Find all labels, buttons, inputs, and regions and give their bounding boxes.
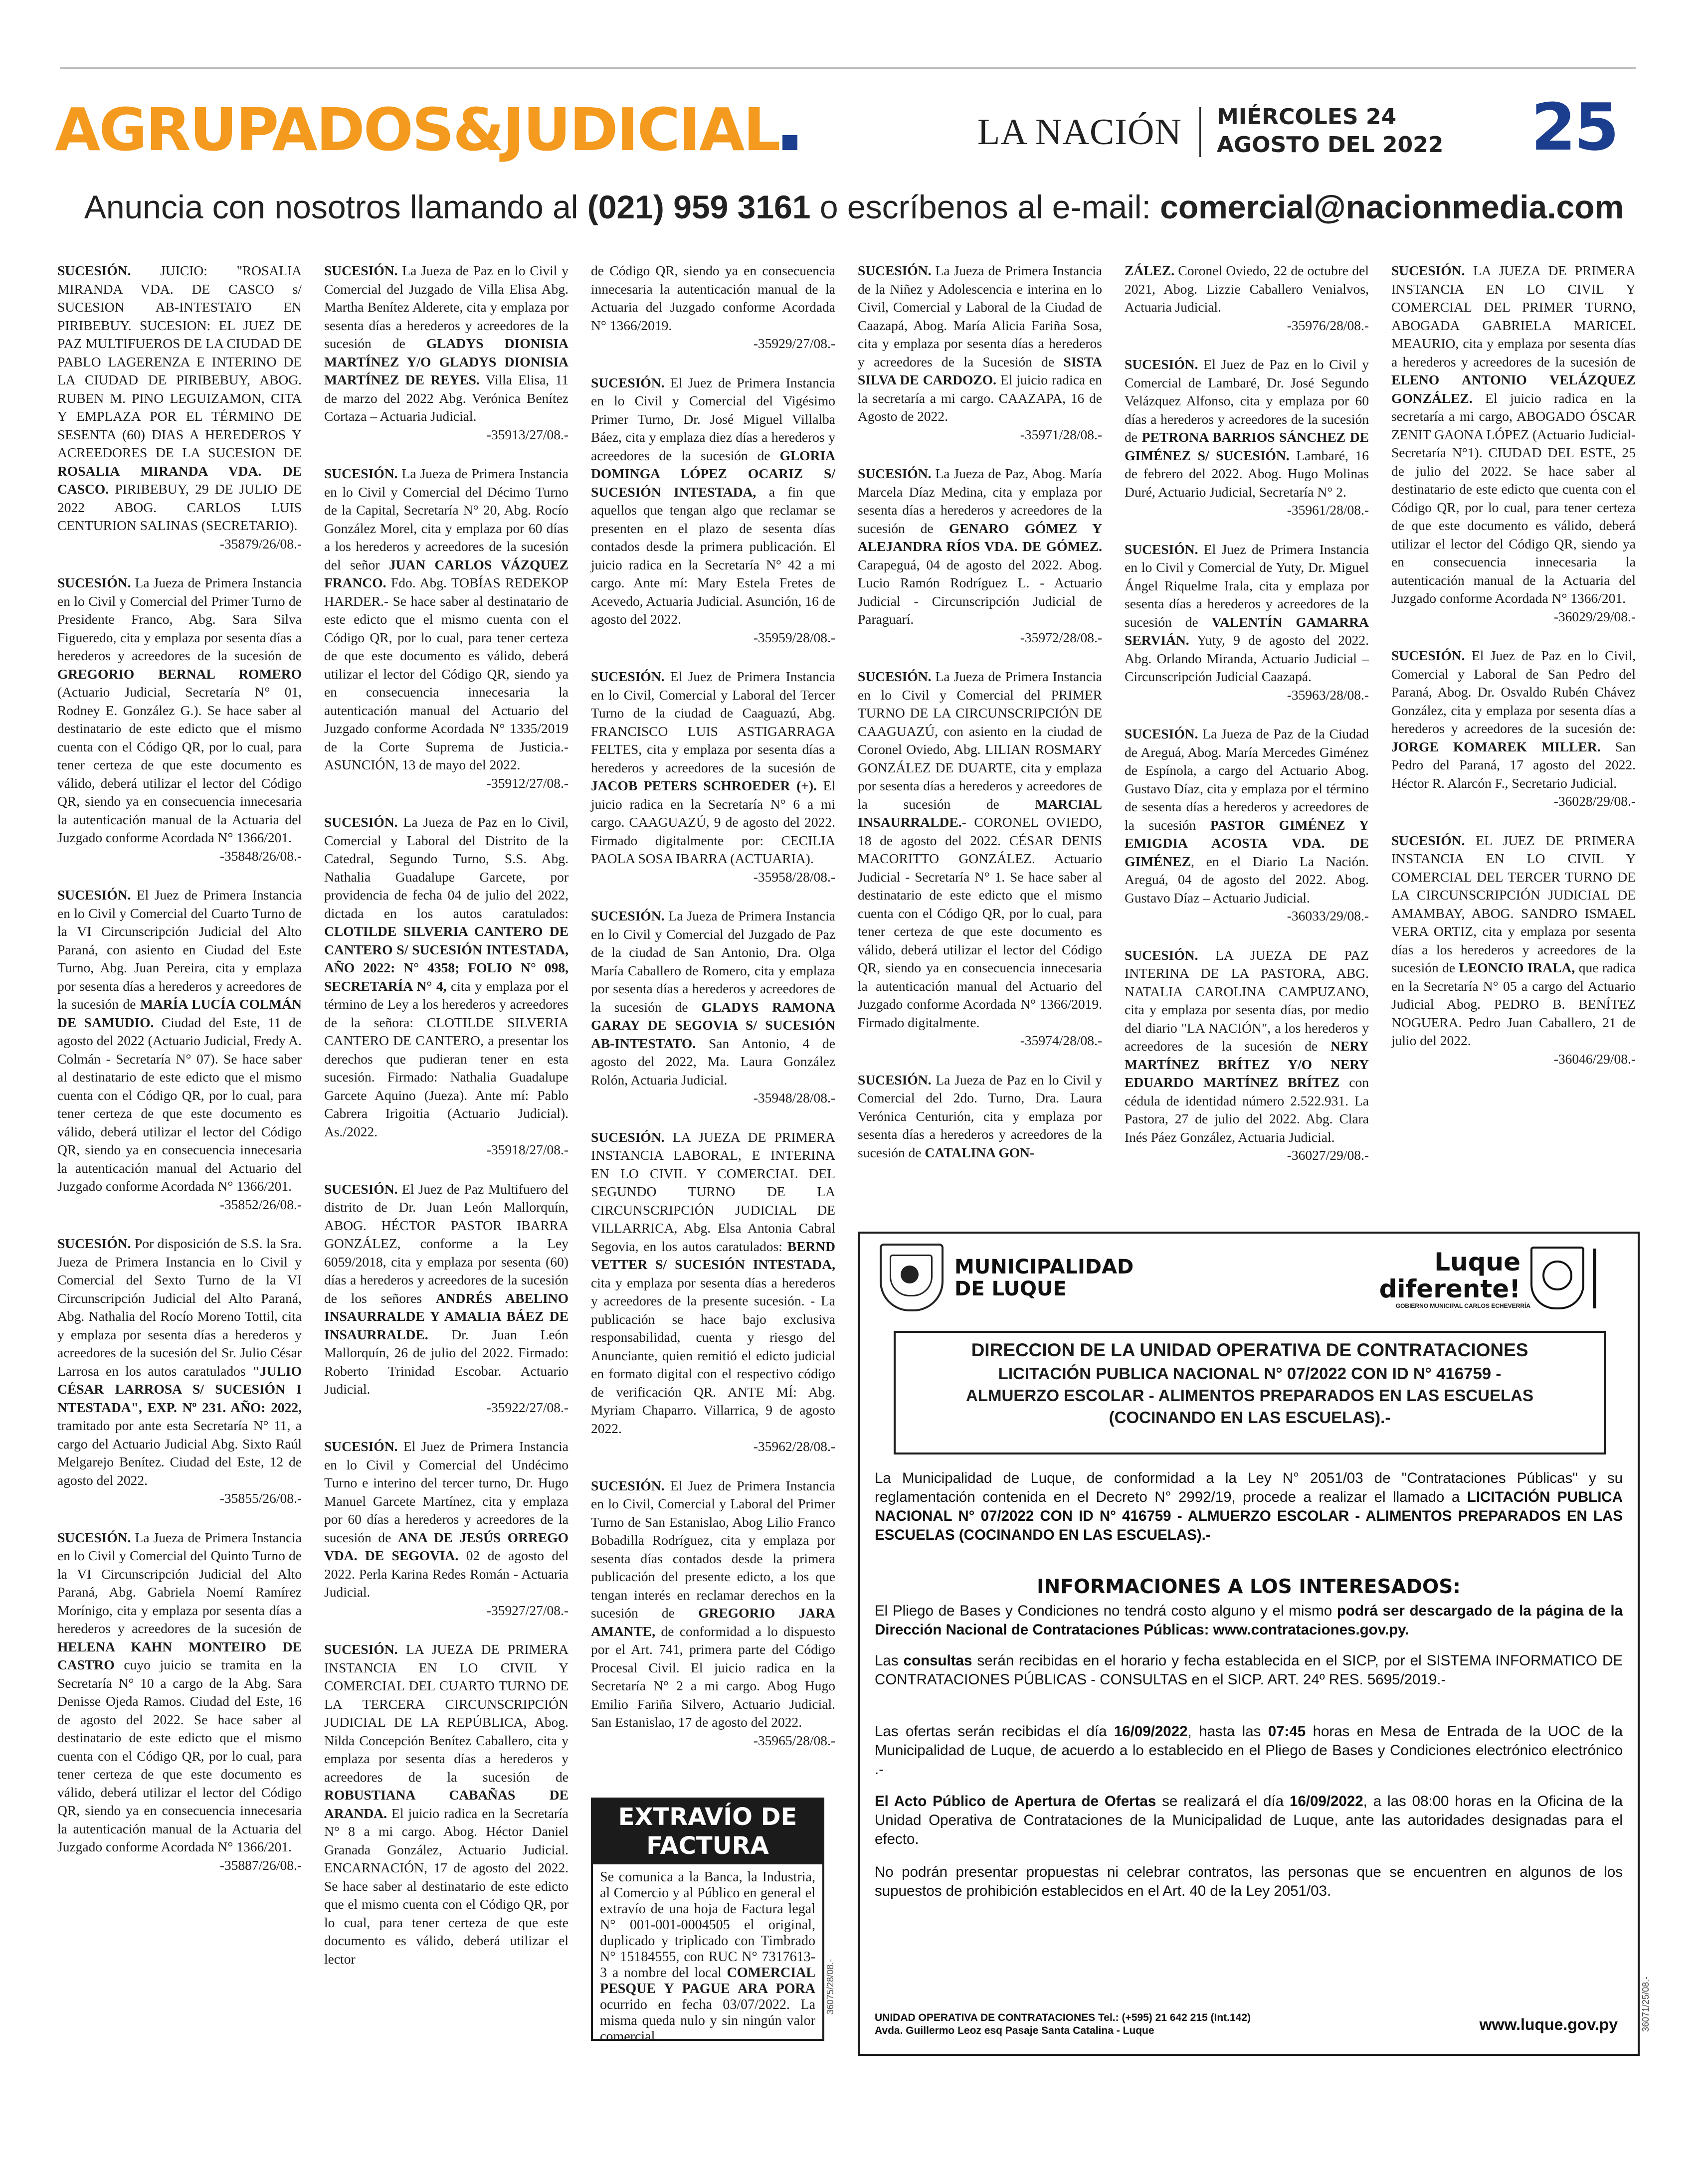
notice-keyword: SUCESIÓN. — [324, 1181, 398, 1197]
notice-body: La Jueza de Paz en lo Civil y Comercial del 2do. Turno, Dra. Laura Verónica Centurión, cita y emplaza por sesenta días a herederos y acreedores de la sucesión de — [858, 1072, 1102, 1160]
notice-deceased-name: PASTOR GIMÉNEZ Y EMIGDIA ACOSTA VDA. DE GIMÉNEZ — [1125, 817, 1369, 869]
notice-ref: -35976/28/08.- — [1287, 317, 1369, 333]
notice-deceased-name: MARÍA LUCÍA COLMÁN DE SAMUDIO. — [57, 996, 302, 1030]
notice-body-end: El juicio radica en la Secretaría N° 6 a mi cargo. CAAGUAZÚ, 9 de agosto del 2022. Firmado digitalmente por: CECILIA PAOLA SOSA IBARRA (ACTUARIA). — [591, 778, 835, 866]
notice-deceased-name: GENARO GÓMEZ Y ALEJANDRA RÍOS VDA. DE GÓMEZ. — [858, 520, 1102, 554]
luque-paragraph-5: El Acto Público de Apertura de Ofertas se realizará el día 16/09/2022, a las 08:00 horas en la Oficina de la Unidad Operativa de Contrataciones de la Municipalidad de Luque, ante las autoridades designadas para el efecto. — [875, 1793, 1623, 1847]
notice-ref: -35887/26/08.- — [219, 1857, 302, 1873]
luque-paragraph-2: El Pliego de Bases y Condiciones no tendrá costo alguno y el mismo podrá ser descargado de la página de la Dirección Nacional de Contrataciones Públicas: www.contrataciones.gov.py. — [875, 1603, 1623, 1638]
notice-deceased-name: VALENTÍN GAMARRA SERVIÁN. — [1125, 614, 1369, 648]
notice-ref: -36027/29/08.- — [1287, 1147, 1369, 1163]
notice-text — [1125, 725, 1369, 907]
notice — [1125, 262, 1369, 335]
notice — [591, 374, 835, 647]
notice-body-end: El juicio radica en la secretaría a mi cargo. CAAZAPA, 16 de Agosto de 2022. — [858, 372, 1103, 424]
notice-body-end: , en el Diario La Nación. Areguá, 04 de agosto del 2022. Abog. Gustavo Díaz – Actuario Judicial. — [1125, 853, 1369, 906]
contact-middle: o escríbenos al e-mail: — [810, 188, 1160, 225]
notice-text — [324, 1438, 569, 1602]
notice-keyword: SUCESIÓN. — [324, 1641, 398, 1657]
notice — [858, 668, 1102, 1050]
notice-text — [591, 1128, 835, 1438]
notice-ref: -35848/26/08.- — [219, 848, 302, 864]
luque-title-4: (COCINANDO EN LAS ESCUELAS).- — [1109, 1408, 1391, 1427]
notice-text — [591, 374, 835, 629]
notice-ref: -35929/27/08.- — [753, 336, 835, 351]
notice-body: LA JUEZA DE PRIMERA INSTANCIA LABORAL, E INTERINA EN LO CIVIL Y COMERCIAL DEL SEGUNDO TURNO DE LA CIRCUNSCRIPCIÓN JUDICIAL DE VILLARRICA, Abg. Elsa Antonia Cabral Segovia, en los autos caratulados: — [591, 1129, 835, 1254]
notice — [57, 1529, 302, 1875]
luque-paragraph-6: No podrán presentar propuestas ni celebrar contratos, las personas que se encuentren en algunos de los supuestos de prohibición establecidos en el Art. 40 de la Ley 2051/03. — [875, 1864, 1623, 1899]
notice-ref: -35879/26/08.- — [219, 536, 302, 551]
notice — [858, 262, 1102, 444]
notice-body: LA JUEZA DE PAZ INTERINA DE LA PASTORA, ABG. NATALIA CAROLINA CAMPUZANO, cita y emplaza por sesenta días, por medio del diario "LA NACIÓN", a los herederos y acreedores de la sucesión de — [1125, 947, 1369, 1054]
notice-ref: -35961/28/08.- — [1287, 502, 1369, 518]
notice-text — [1125, 356, 1369, 501]
notice-deceased-name: NERY MARTÍNEZ BRÍTEZ Y/O NERY EDUARDO MARTÍNEZ BRÍTEZ — [1125, 1038, 1369, 1090]
notice-ref: -36033/29/08.- — [1287, 908, 1369, 923]
notice-body: LA JUEZA DE PRIMERA INSTANCIA EN LO CIVIL Y COMERCIAL DEL CUARTO TURNO DE LA TERCERA CIRCUNSCRIPCIÓN JUDICIAL DE LA REPÚBLICA, Abog. Nilda Concepción Benítez Caballero, cita y emplaza por sesenta días a herederos y acreedores de la sucesión de — [324, 1641, 569, 1785]
notice-body: Por disposición de S.S. la Sra. Jueza de Primera Instancia en lo Civil y Comercial del Sexto Turno de la VI Circunscripción Judicial del Alto Paraná, Abg. Nathalia del Rocío Moreno Tottil, cita y emplaza por sesenta días a herederos y acreedores de la sucesión del Sr. Julio César Larrosa en los autos caratulados — [57, 1236, 302, 1379]
notice — [57, 1235, 302, 1508]
notice-text — [57, 262, 302, 535]
notice-deceased-name: ANA DE JESÚS ORREGO VDA. DE SEGOVIA. — [324, 1529, 569, 1563]
notice-ref: -35913/27/08.- — [486, 426, 569, 442]
notice-ref: -35922/27/08.- — [486, 1399, 569, 1415]
notice-body-end: Carapeguá, 04 de agosto del 2022. Abog. Lucio Ramón Rodríguez L. - Actuario Judicial - Circunscripción Judicial de Paraguarí. — [858, 556, 1102, 627]
luque-title-box — [894, 1331, 1606, 1454]
notice — [1125, 541, 1369, 705]
notice-body-end: Yuty, 9 de agosto del 2022. Abg. Orlando Miranda, Actuario Judicial – Circunscripción Judicial Caazapá. — [1125, 632, 1369, 684]
notice — [1391, 262, 1636, 626]
luque-logo-bar — [1593, 1249, 1596, 1308]
notice-body: El Juez de Paz Multifuero del distrito de Dr. Juan León Mallorquín, ABOG. HÉCTOR PASTOR IBARRA GONZÁLEZ, conforme a la Ley 6059/2018, cita y emplaza por sesenta (60) días a herederos y acreedores de la sucesión de los señores — [324, 1181, 569, 1306]
notice-text — [858, 465, 1102, 629]
notice-keyword: SUCESIÓN. — [57, 263, 131, 278]
masthead — [55, 89, 1651, 167]
notice-keyword: SUCESIÓN. — [1125, 357, 1198, 372]
column-2 — [324, 262, 569, 1989]
notice-deceased-name: JACOB PETERS SCHROEDER (+). — [591, 778, 817, 793]
notice-keyword: SUCESIÓN. — [324, 466, 398, 481]
notice-text — [57, 886, 302, 1196]
notice-text — [1125, 541, 1369, 686]
notice — [1391, 832, 1636, 1069]
notice-body-end: PIRIBEBUY, 29 DE JULIO DE 2022 ABOG. CARLOS LUIS CENTURION SALINAS (SECRETARIO). — [57, 481, 302, 533]
paper-name: LA NACIÓN — [977, 112, 1182, 153]
notice-body-end: San Pedro del Paraná, 17 agosto del 2022. Héctor R. Alarcón F., Secretario Judicial. — [1391, 738, 1636, 791]
notice-deceased-name: CATALINA GON- — [925, 1144, 1035, 1160]
notice-text — [1125, 262, 1369, 317]
notice-body: El Juez de Primera Instancia en lo Civil y Comercial de Yuty, Dr. Miguel Ángel Riquelme Irala, cita y emplaza por sesenta días a herederos y acreedores de la sucesión de — [1125, 541, 1369, 630]
luque-footer — [875, 2011, 1251, 2037]
luque-gob-label: GOBIERNO MUNICIPAL CARLOS ECHEVERRÍA — [1395, 1302, 1530, 1309]
notice-keyword: SUCESIÓN. — [858, 1072, 932, 1088]
top-rule — [60, 67, 1636, 69]
notice-ref: -35963/28/08.- — [1287, 687, 1369, 703]
notice — [324, 465, 569, 792]
luque-slogan: Luque diferente! — [1379, 1248, 1520, 1303]
notice-keyword: SUCESIÓN. — [324, 263, 398, 278]
notice-deceased-name: ROBUSTIANA CABAÑAS DE ARANDA. — [324, 1787, 569, 1821]
notice-keyword: SUCESIÓN. — [1125, 726, 1198, 741]
notice-body-end: San Antonio, 4 de agosto del 2022, Ma. Laura González Rolón, Actuaria Judicial. — [591, 1035, 835, 1088]
notice-body: La Jueza de Primera Instancia en lo Civil y Comercial del Juzgado de Paz de la ciudad de San Antonio, Dra. Olga María Caballero de Romero, cita y emplaza por sesenta días a herederos y acreedores de la sucesión de — [591, 908, 835, 1015]
masthead-separator — [1199, 107, 1201, 157]
notice-text — [1391, 262, 1636, 608]
extravio-factura-notice — [591, 1798, 824, 2044]
contact-email: comercial@nacionmedia.com — [1160, 188, 1624, 225]
luque-title-3: ALMUERZO ESCOLAR - ALIMENTOS PREPARADOS EN LAS ESCUELAS — [966, 1386, 1533, 1405]
notice-ref: -35855/26/08.- — [219, 1490, 302, 1506]
extravio-title: EXTRAVÍO DE FACTURA — [593, 1800, 822, 1864]
column-6 — [1391, 262, 1636, 1089]
notice-text — [324, 813, 569, 1141]
notice-deceased-name: ROSALIA MIRANDA VDA. DE CASCO. — [57, 463, 302, 497]
notice-keyword: SUCESIÓN. — [858, 263, 932, 278]
notice — [1391, 647, 1636, 811]
notice-text — [324, 1180, 569, 1399]
notice-deceased-name: ZÁLEZ. — [1125, 263, 1175, 278]
extravio-business-name: COMERCIAL PESQUE Y PAGUE ARA PORA — [600, 1965, 815, 1997]
notice-ref: -35971/28/08.- — [1020, 426, 1102, 442]
issue-date-weekday: MIÉRCOLES 24 — [1217, 104, 1397, 130]
notice-deceased-name: BERND VETTER S/ SUCESIÓN INTESTADA, — [591, 1238, 835, 1272]
notice-ref: -35852/26/08.- — [219, 1196, 302, 1212]
notice — [591, 907, 835, 1107]
contact-line — [0, 184, 1708, 229]
notice-text — [1391, 832, 1636, 1050]
notice — [1125, 356, 1369, 520]
luque-crest-icon — [1530, 1247, 1584, 1309]
notice-body-end: 02 de agosto del 2022. Perla Karina Redes Román - Actuaria Judicial. — [324, 1548, 569, 1600]
notice-text — [1391, 647, 1636, 792]
luque-tender-notice — [858, 1232, 1640, 2056]
notice — [1125, 946, 1369, 1165]
notice-body: La Jueza de Paz, Abog. María Marcela Díaz Medina, cita y emplaza por sesenta días a herederos y acreedores de la sucesión de — [858, 466, 1102, 536]
luque-website: www.luque.gov.py — [1479, 2015, 1618, 2033]
notice — [324, 1180, 569, 1417]
notice-body-end: El juicio radica en la Secretaría N° 8 a mi cargo. Abog. Héctor Daniel Granada González, Actuario Judicial. ENCARNACIÓN, 17 de agosto del 2022. Se hace saber al destinatario de este edicto que el mismo cuenta con el Código QR, por lo cual, para tener certeza de que este documento es válido, deberá utilizar el lector — [324, 1805, 569, 1967]
notice-ref: -35959/28/08.- — [753, 629, 835, 645]
notice — [858, 465, 1102, 647]
notice-ref: -35974/28/08.- — [1020, 1033, 1102, 1048]
notice — [591, 668, 835, 886]
notice-ref: -35962/28/08.- — [753, 1439, 835, 1454]
notice-keyword: SUCESIÓN. — [1125, 541, 1198, 557]
contact-phone: (021) 959 3161 — [587, 188, 811, 225]
notice-ref: -35972/28/08.- — [1020, 629, 1102, 645]
notice-body: LA JUEZA DE PRIMERA INSTANCIA EN LO CIVIL Y COMERCIAL DEL PRIMER TURNO, ABOGADA GABRIELA MARICEL MEAURIO, cita y emplaza por sesenta días a herederos y acreedores de la sucesión de — [1391, 263, 1636, 369]
notice-keyword: SUCESIÓN. — [858, 466, 932, 481]
notice-ref: -35912/27/08.- — [486, 775, 569, 791]
notice-body-end: Coronel Oviedo, 22 de octubre del 2021, Abog. Lizzie Caballero Venialvos, Actuaria Judicial. — [1125, 263, 1369, 315]
column-4 — [858, 262, 1102, 1183]
notice-text — [591, 262, 835, 335]
notice-text — [324, 262, 569, 426]
notice — [324, 813, 569, 1159]
luque-paragraph-1: La Municipalidad de Luque, de conformidad a la Ley N° 2051/03 de "Contrataciones Públicas" y su reglamentación contenida en el Decreto N° 2992/19, procede a realizar el llamado a LICITACIÓN PUBLICA NACIONAL N° 07/2022 CON ID N° 416759 - ALMUERZO ESCOLAR - ALIMENTOS PREPARADOS EN LAS ESCUELAS (COCINANDO EN LAS ESCUELAS).- — [875, 1470, 1623, 1543]
notice-deceased-name: GREGORIO BERNAL ROMERO — [57, 666, 302, 682]
notice-body-end: Lambaré, 16 de febrero del 2022. Abog. Hugo Molinas Duré, Actuario Judicial, Secretaría N° 2. — [1125, 447, 1369, 500]
notice-body-end: (Actuario Judicial, Secretaría N° 01, Rodney E. González G.). Se hace saber al destinatario de este edicto que el mismo cuenta con el Código QR, por lo cual, para tener certeza de que este documento es válido, deberá utilizar el lector del Código QR, siendo ya en consecuencia innecesaria la autenticación manual de la Actuaria del Juzgado conforme Acordada N° 1366/201. — [57, 684, 302, 845]
notice-body: El Juez de Primera Instancia en lo Civil y Comercial del Undécimo Turno e interino del tercer turno, Dr. Hugo Manuel Garcete Martínez, cita y emplaza por 60 días a herederos y acreedores de la sucesión de — [324, 1439, 569, 1545]
notice-text — [591, 1477, 835, 1732]
notice-keyword: SUCESIÓN. — [591, 908, 665, 923]
notice-deceased-name: JORGE KOMAREK MILLER. — [1391, 738, 1601, 754]
notice-text — [57, 1529, 302, 1856]
page-number: 25 — [1531, 89, 1617, 165]
notice-text — [1125, 946, 1369, 1147]
notice-body: El Juez de Paz en lo Civil y Comercial de Lambaré, Dr. José Segundo Velázquez Alfonso, cita y emplaza por 60 días a herederos y acreedores de la sucesión de — [1125, 357, 1369, 445]
notice — [591, 1477, 835, 1750]
notice-keyword: SUCESIÓN. — [591, 374, 665, 390]
notice-body: de Código QR, siendo ya en consecuencia innecesaria la autenticación manual de la Actuaria del Juzgado conforme Acordada N° 1366/2019. — [591, 263, 835, 333]
notice-deceased-name: ELENO ANTONIO VELÁZQUEZ GONZÁLEZ. — [1391, 372, 1636, 406]
notice-body-end: Fdo. Abg. TOBÍAS REDEKOP HARDER.- Se hace saber al destinatario de este edicto que el mismo cuenta con el Código QR, por lo cual, para tener certeza de que este documento es válido, deberá utilizar el lector del Código QR, siendo ya en consecuencia innecesaria la autenticación manual del Actuario del Juzgado conforme Acordada N° 1335/2019 de la Corte Suprema de Justicia.-ASUNCIÓN, 13 de mayo del 2022. — [324, 575, 569, 772]
notice-text — [57, 1235, 302, 1489]
luque-footer-phone: UNIDAD OPERATIVA DE CONTRATACIONES Tel.: (+595) 21 642 215 (Int.142) — [875, 2012, 1251, 2023]
notice-keyword: SUCESIÓN. — [591, 1129, 665, 1145]
notice-body: La Jueza de Paz en lo Civil y Comercial del Juzgado de Villa Elisa Abg. Martha Benítez Alderete, cita y emplaza por sesenta días a herederos y acreedores de la sucesión de — [324, 263, 569, 351]
notice — [57, 886, 302, 1214]
notice-ref: -36028/29/08.- — [1553, 793, 1636, 809]
notice — [858, 1071, 1102, 1162]
notice-keyword: SUCESIÓN. — [57, 575, 131, 590]
notice-text — [324, 1640, 569, 1968]
notice-body-end: cita y emplaza por el término de Ley a los herederos y acreedores de la señora: CLOTILDE SILVERIA CANTERO DE CANTERO, a presentar los derechos que pudieran tener en esta sucesión. Firmado: Nathalia Guadalupe Garcete Aquino (Jueza). Ante mí: Pablo Cabrera Irigoitia (Actuario Judicial). As./2022. — [324, 978, 569, 1139]
luque-header — [860, 1234, 1638, 1318]
notice — [324, 1640, 569, 1968]
column-3 — [591, 262, 835, 1771]
notice-body: El Juez de Primera Instancia en lo Civil, Comercial y Laboral del Tercer Turno de la ciudad de Caaguazú, Abg. FRANCISCO LUIS ASTIGARRAGA FELTES, cita y emplaza por sesenta días a herederos y acreedores de la sucesión de — [591, 669, 835, 775]
notice-body-end: cuyo juicio se tramita en la Secretaría N° 10 a cargo de la Abg. Sara Denisse Ojeda Ramos. Ciudad del Este, 16 de agosto del 2022. Se hace saber al destinatario de este edicto que el mismo cuenta con el Código QR, por lo cual, para tener certeza de que este documento es válido, deberá utilizar el lector del Código QR, siendo ya en consecuencia innecesaria la autenticación manual de la Actuaria del Juzgado conforme Acordada N° 1366/201. — [57, 1657, 302, 1854]
notice-text — [57, 574, 302, 847]
notice-body: La Jueza de Primera Instancia en lo Civil y Comercial del Quinto Turno de la VI Circunscripción Judicial del Alto Paraná, Abg. Gabriela Noemí Ramírez Morínigo, cita y emplaza por sesenta días a herederos y acreedores de la sucesión de — [57, 1529, 302, 1636]
notice-keyword: SUCESIÓN. — [1391, 832, 1465, 848]
notice-body-end: a fin que aquellos que tengan algo que reclamar se presenten en el plazo de sesenta días contados desde la primera publicación. El juicio radica en la Secretaría N° 42 a mi cargo. Ante mí: Mary Estela Fretes de Acevedo, Actuaria Judicial. Asunción, 16 de agosto del 2022. — [591, 484, 835, 627]
notice-ref: -35927/27/08.- — [486, 1602, 569, 1618]
notice-deceased-name: PETRONA BARRIOS SÁNCHEZ DE GIMÉNEZ S/ SUCESIÓN. — [1125, 429, 1369, 463]
notice-keyword: SUCESIÓN. — [1391, 648, 1465, 663]
issue-date-month: AGOSTO DEL 2022 — [1217, 132, 1444, 158]
notice-body: La Jueza de Paz en lo Civil, Comercial y Laboral del Distrito de la Catedral, Segundo Turno, S.S. Abg. Nathalia Guadalupe Garcete, por providencia de fecha 04 de julio del 2022, dictada en los autos caratulados: — [324, 814, 569, 921]
notice-deceased-name: LEONCIO IRALA, — [1459, 960, 1575, 975]
notice-keyword: SUCESIÓN. — [57, 1236, 131, 1251]
luque-municipality-name: MUNICIPALIDAD DE LUQUE — [954, 1256, 1134, 1300]
notice-body: La Jueza de Primera Instancia de la Niñez y Adolescencia e interina en lo Civil, Comercial y Laboral de la Ciudad de Caazapá, Abog. María Alicia Fariña Sosa, cita y emplaza por sesenta días a herederos y acreedores de la Sucesión de — [858, 263, 1102, 369]
notice-body-end: tramitado por ante esta Secretaría N° 11, a cargo del Actuario Judicial Abg. Sixto Raúl Melgarejo Benítez. Ciudad del Este, 12 de agosto del 2022. — [57, 1418, 302, 1488]
notice-body-end: cita y emplaza por sesenta días a herederos y acreedores de la presente sucesión. - La publicación se hace bajo exclusiva responsabilidad, cuenta y riesgo del Anunciante, quien remitió el edicto judicial en formato digital con el respectivo código de verificación QR. ANTE MÍ: Abg. Myriam Chaparro. Villarrica, 9 de agosto 2022. — [591, 1274, 835, 1436]
notice-keyword: SUCESIÓN. — [591, 1477, 665, 1493]
notice-deceased-name: MARCIAL INSAURRALDE.- — [858, 796, 1102, 830]
luque-title-2: LICITACIÓN PUBLICA NACIONAL N° 07/2022 CON ID N° 416759 - — [998, 1364, 1502, 1383]
notice-text — [858, 668, 1102, 1032]
extravio-body: Se comunica a la Banca, la Industria, al Comercio y al Público en general el extravío de una hoja de Factura legal N° 001-001-0004505 el original, duplicado y triplicado con Timbrado N° 15184555, con RUC N° 7317613-3 a nombre del local COMERCIAL PESQUE Y PAGUE ARA PORA ocurrido en fecha 03/07/2022. La misma queda nulo y sin ningún valor comercial. — [600, 1869, 815, 2044]
notice-ref: -36046/29/08.- — [1553, 1051, 1636, 1067]
luque-paragraph-4: Las ofertas serán recibidas el día 16/09/2022, hasta las 07:45 horas en Mesa de Entrada de la UOC de la Municipalidad de Luque, de acuerdo a lo establecido en el Pliego de Bases y Condiciones electrónico electrónico .- — [875, 1723, 1623, 1778]
luque-footer-address: Avda. Guillermo Leoz esq Pasaje Santa Catalina - Luque — [875, 2025, 1154, 2036]
notice-keyword: SUCESIÓN. — [324, 1439, 398, 1454]
notice-body-end: Dr. Juan León Mallorquín, 26 de julio del 2022. Firmado: Roberto Trinidad Escobar. Actuario Judicial. — [324, 1326, 569, 1397]
notice-deceased-name: ANDRÉS ABELINO INSAURRALDE Y AMALIA BÁEZ DE INSAURRALDE. — [324, 1290, 569, 1342]
notice-keyword: SUCESIÓN. — [324, 814, 398, 830]
notice-body: El Juez de Primera Instancia en lo Civil y Comercial del Vigésimo Primer Turno, Dr. José Miguel Villalba Báez, cita y emplaza diez días a herederos y acreedores de la sucesión de — [591, 374, 835, 463]
notice-keyword: SUCESIÓN. — [1125, 947, 1198, 963]
notice-body: La Jueza de Primera Instancia en lo Civil y Comercial del Primer Turno de Presidente Franco, Abg. Sara Silva Figueredo, cita y emplaza por sesenta días a herederos y acreedores de la sucesión de — [57, 575, 302, 663]
notice-ref: -35948/28/08.- — [753, 1090, 835, 1105]
notice-body-end: CORONEL OVIEDO, 18 de agosto del 2022. CÉSAR DENIS MACORITTO GONZÁLEZ. Actuario Judicial - Secretaría N° 1. Se hace saber al destinatario de este edicto que el mismo cuenta con el Código QR, por lo cual, para tener certeza de que este documento es válido, deberá utilizar el lector del Código QR, siendo ya en consecuencia innecesaria la autenticación manual del Actuario del Juzgado conforme Acordada N° 1366/2019. Firmado digitalmente. — [858, 814, 1102, 1030]
luque-subhead: INFORMACIONES A LOS INTERESADOS: — [1037, 1576, 1461, 1598]
notice-body-end: El juicio radica en la secretaría a mi cargo, ABOGADO ÓSCAR ZENIT GAONA LÓPEZ (Actuario Judicial-Secretaría N°1). CIUDAD DEL ESTE, 25 de julio del 2022. Se hace saber al destinatario de este edicto que cuenta con el Código QR, por lo cual, para tener certeza de que este documento es válido, deberá utilizar el lector del Código QR, siendo ya en consecuencia innecesaria la autenticación manual de la Actuaria del Juzgado conforme Acordada N° 1366/201. — [1391, 390, 1636, 606]
notice-body-end: de conformidad a lo dispuesto por el Art. 741, primera parte del Código Procesal Civil. El juicio radica en la Secretaría N° 2 a mi cargo. Abog Hugo Emilio Fariña Silvero, Actuario Judicial. San Estanislao, 17 de agosto del 2022. — [591, 1623, 835, 1730]
notice-body-end: Villa Elisa, 11 de marzo del 2022 Abg. Verónica Benítez Cortaza – Actuaria Judicial. — [324, 372, 569, 424]
notice-deceased-name: CLOTILDE SILVERIA CANTERO DE CANTERO S/ SUCESIÓN INTESTADA, AÑO 2022: N° 4358; FOLIO N° 098, SECRETARÍA N° 4, — [324, 923, 569, 994]
notice-body: EL JUEZ DE PRIMERA INSTANCIA EN LO CIVIL Y COMERCIAL DEL TERCER TURNO DE LA CIRCUNSCRIPCIÓN JUDICIAL DE AMAMBAY, ABOG. SANDRO ISMAEL VERA ORTIZ, cita y emplaza por sesenta días a los herederos y acreedores de la sucesión de — [1391, 832, 1636, 975]
notice-keyword: SUCESIÓN. — [1391, 263, 1465, 278]
notice-body: El Juez de Primera Instancia en lo Civil, Comercial y Laboral del Primer Turno de San Estanislao, Abog Lilio Franco Bobadilla Rodríguez, cita y emplaza por sesenta días contados desde la primera publicación del presente edicto, a los que tengan interés en reclamar derechos en la sucesión de — [591, 1477, 835, 1621]
column-1 — [57, 262, 302, 1895]
notice-deceased-name: HELENA KAHN MONTEIRO DE CASTRO — [57, 1638, 302, 1672]
notice — [1125, 725, 1369, 925]
notice-deceased-name: "JULIO CÉSAR LARROSA S/ SUCESIÓN I NTESTADA", EXP. Nº 231. AÑO: 2022, — [57, 1363, 302, 1415]
notice-body: La Jueza de Primera Instancia en lo Civil y Comercial del PRIMER TURNO DE LA CIRCUNSCRIPCIÓN DE CAAGUAZÚ, con asiento en la ciudad de Coronel Oviedo, Abg. LILIAN ROSMARY GONZÁLEZ DE DUARTE, cita y emplaza por sesenta días a herederos y acreedores de la sucesión de — [858, 669, 1102, 812]
luque-ref: 36071/25/08.- — [1641, 1976, 1651, 2032]
contact-prefix: Anuncia con nosotros llamando al — [84, 188, 587, 225]
notice-ref: -36029/29/08.- — [1553, 608, 1636, 624]
notice-body: La Jueza de Primera Instancia en lo Civil y Comercial del Décimo Turno de la Capital, Secretaría N° 20, Abg. Rocío González Morel, cita y emplaza por 60 días a los herederos y acreedores de la sucesión del señor — [324, 466, 569, 572]
notice-text — [324, 465, 569, 774]
notice-deceased-name: SISTA SILVA DE CARDOZO. — [858, 354, 1102, 387]
notice-keyword: SUCESIÓN. — [591, 669, 665, 684]
notice-deceased-name: GLADYS DIONISIA MARTÍNEZ Y/O GLADYS DIONISIA MARTÍNEZ DE REYES. — [324, 336, 569, 387]
luque-diferente-logo — [1366, 1244, 1605, 1313]
notice-text — [858, 262, 1102, 426]
notice-deceased-name: GLORIA DOMINGA LÓPEZ OCARIZ S/ SUCESIÓN INTESTADA, — [591, 447, 835, 500]
luque-title-1: DIRECCION DE LA UNIDAD OPERATIVA DE CONTRATACIONES — [971, 1340, 1528, 1360]
notice-text — [591, 907, 835, 1089]
notice-body: JUICIO: "ROSALIA MIRANDA VDA. DE CASCO s/ SUCESION AB-INTESTATO EN PIRIBEBUY. SUCESION: EL JUEZ DE PAZ MULTIFUEROS DE LA CIUDAD DE PABLO LAGERENZA E INTERINO DE LA CIUDAD DE PIRIBEBUY, ABOG. RUBEN M. PINO LEGUIZAMON, CITA Y EMPLAZA POR EL TÉRMINO DE SESENTA (60) DIAS A HEREDEROS Y ACREEDORES DE LA SUCESION DE — [57, 263, 302, 460]
notice-ref: -35958/28/08.- — [753, 869, 835, 885]
extravio-ref: 36075/28/08.- — [825, 1959, 835, 2014]
notice-body-end: que radica en la Secretaría N° 05 a cargo del Actuario Judicial Abog. PEDRO B. BENÍTEZ NOGUERA. Pedro Juan Caballero, 21 de julio del 2022. — [1391, 960, 1636, 1048]
notice-ref: -35965/28/08.- — [753, 1732, 835, 1748]
notice — [57, 574, 302, 865]
notice-body-end: con cédula de identidad número 2.522.931. La Pastora, 27 de julio del 2022. Abg. Clara Inés Páez González, Actuaria Judicial. — [1125, 1075, 1369, 1145]
notice-deceased-name: GREGORIO JARA AMANTE, — [591, 1605, 836, 1639]
luque-seal-icon — [880, 1244, 944, 1311]
notice — [591, 1128, 835, 1456]
column-5 — [1125, 262, 1369, 1186]
notice-keyword: SUCESIÓN. — [858, 669, 932, 684]
notice-text — [591, 668, 835, 868]
notice-ref: -35918/27/08.- — [486, 1142, 569, 1157]
section-title: AGRUPADOS&JUDICIAL — [55, 92, 797, 167]
notice-deceased-name: GLADYS RAMONA GARAY DE SEGOVIA S/ SUCESIÓN AB-INTESTATO. — [591, 999, 835, 1051]
notice-body: El Juez de Primera Instancia en lo Civil y Comercial del Cuarto Turno de la VI Circunscripción Judicial del Alto Paraná, con asiento en Ciudad del Este Turno, Abg. Juan Pereira, cita y emplaza por sesenta días a herederos y acreedores de la sucesión de — [57, 887, 302, 1012]
title-dot — [782, 135, 797, 150]
notice — [324, 1438, 569, 1620]
notice-text — [858, 1071, 1102, 1162]
notice-body-end: Ciudad del Este, 11 de agosto del 2022 (Actuario Judicial, Fredy A. Colmán - Secretaría N° 07). Se hace saber al destinatario de este edicto que el mismo cuenta con el Código QR, por lo cual, para tener certeza de que este documento es válido, deberá utilizar el lector del Código QR, siendo ya en consecuencia innecesaria la autenticación manual del Actuario del Juzgado conforme Acordada N° 1366/201. — [57, 1014, 302, 1194]
issue-date — [1217, 103, 1443, 159]
notice-body: El Juez de Paz en lo Civil, Comercial y Laboral de San Pedro del Paraná, Abog. Dr. Osvaldo Rubén Chávez González, cita y emplaza por sesenta días a herederos y acreedores de la sucesión de: — [1391, 648, 1636, 736]
notice-deceased-name: JUAN CARLOS VÁZQUEZ FRANCO. — [324, 556, 569, 590]
notice-body: La Jueza de Paz de la Ciudad de Areguá, Abog. María Mercedes Giménez de Espínola, a cargo del Actuario Abog. Gustavo Díaz, cita y emplaza por el término de sesenta días a herederos y acreedores de la sucesión — [1125, 726, 1369, 833]
notice — [324, 262, 569, 444]
notice-keyword: SUCESIÓN. — [57, 887, 131, 903]
notice — [591, 262, 835, 353]
notice-keyword: SUCESIÓN. — [57, 1529, 131, 1545]
notice — [57, 262, 302, 553]
luque-paragraph-3: Las consultas serán recibidas en el horario y fecha establecida en el SICP, por el SISTEMA INFORMATICO DE CONTRATACIONES PÚBLICAS - CONSULTAS en el SICP. ART. 24º RES. 5695/2019.- — [875, 1652, 1623, 1688]
